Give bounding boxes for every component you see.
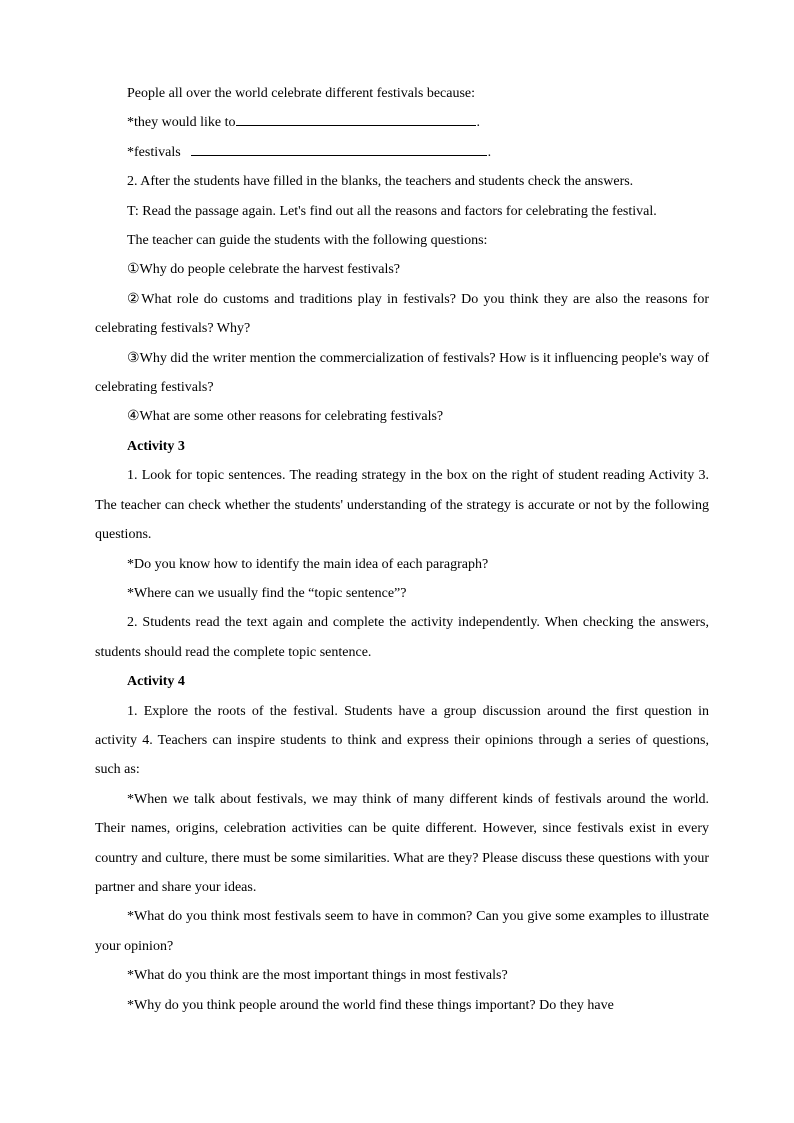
question-3: ③Why did the writer mention the commercialization of festivals? How is it influencing people's way of celebrating festivals?: [95, 350, 709, 396]
question-talk-festivals: *When we talk about festivals, we may think of many different kinds of festivals around the world. Their names, origins, celebration activities can be quite different. However, since festivals exist in every country and culture, there must be some similarities. What are they? Please discuss these questions with your partner and share your ideas.: [95, 791, 709, 895]
paragraph-read-again: 2. Students read the text again and complete the activity independently. When checking the answers, students should read the complete topic sentence.: [95, 615, 709, 660]
paragraph-intro: People all over the world celebrate different festivals because:: [127, 86, 476, 101]
question-why-important: *Why do you think people around the world find these things important? Do they have: [127, 997, 614, 1013]
question-topic-sentence: *Where can we usually find the “topic sentence”?: [127, 585, 407, 601]
answer-blank-1[interactable]: [236, 111, 476, 126]
blank-period-2: .: [487, 144, 492, 160]
paragraph-check-answers: 2. After the students have filled in the blanks, the teachers and students check the answers.: [127, 174, 634, 190]
fill-blank-prompt-2: *festivals: [127, 144, 181, 160]
question-2: ②What role do customs and traditions play in festivals? Do you think they are also the reasons for celebrating festivals? Why?: [95, 291, 709, 337]
paragraph-explore-roots: 1. Explore the roots of the festival. Students have a group discussion around the first question in activity 4. Teachers can inspire students to think and express their opinions through a series of questions, such as:: [95, 703, 709, 778]
question-1: ①Why do people celebrate the harvest festivals?: [127, 262, 400, 278]
fill-blank-line-1: [95, 108, 709, 137]
fill-blank-prompt-1: *they would like to: [127, 115, 236, 131]
question-4: ④What are some other reasons for celebrating festivals?: [127, 409, 444, 425]
paragraph-teacher-instruction: T: Read the passage again. Let's find out all the reasons and factors for celebrating the festival.: [127, 203, 657, 219]
question-main-idea: *Do you know how to identify the main idea of each paragraph?: [127, 556, 489, 572]
paragraph-guide-questions: The teacher can guide the students with the following questions:: [127, 233, 488, 249]
fill-blank-line-2: [95, 138, 709, 167]
document-body: [95, 79, 709, 1020]
blank-period-1: .: [476, 115, 480, 131]
question-important-things: *What do you think are the most important things in most festivals?: [127, 968, 508, 984]
activity-3-heading: Activity 3: [127, 438, 185, 454]
answer-blank-2[interactable]: [191, 141, 487, 156]
activity-4-heading: Activity 4: [127, 674, 185, 690]
paragraph-topic-sentences: 1. Look for topic sentences. The reading strategy in the box on the right of student reading Activity 3. The teacher can check whether the students' understanding of the strategy is accurate or not by the following questions.: [95, 468, 709, 543]
question-in-common: *What do you think most festivals seem to have in common? Can you give some examples to illustrate your opinion?: [95, 909, 709, 954]
